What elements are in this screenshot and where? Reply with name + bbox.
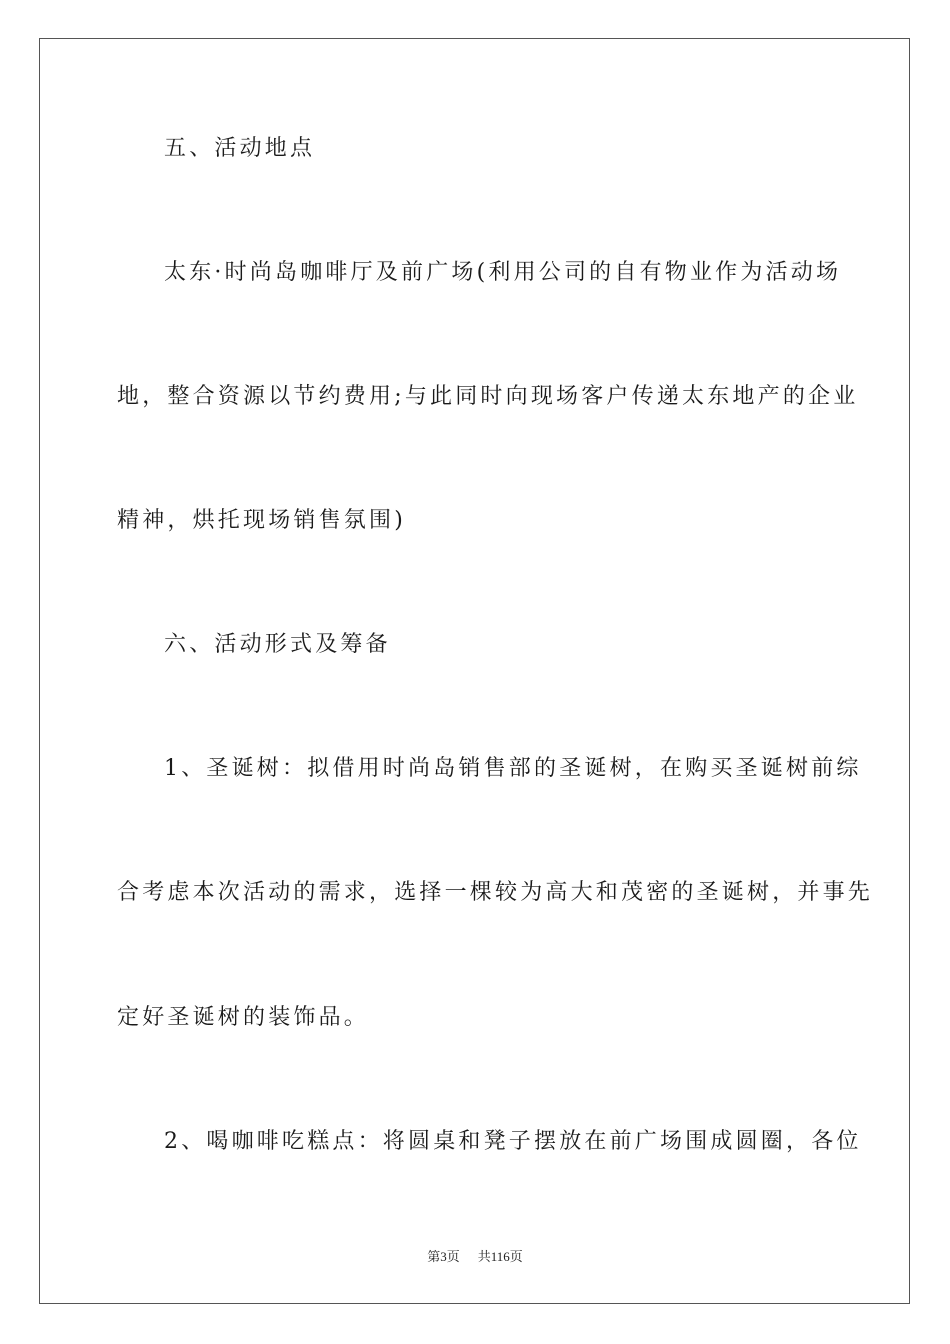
body-text-line: 定好圣诞树的装饰品。 <box>117 1005 370 1030</box>
body-text-line: 精神，烘托现场销售氛围) <box>117 508 406 533</box>
body-text-line: 合考虑本次活动的需求，选择一棵较为高大和茂密的圣诞树，并事先 <box>117 880 874 905</box>
body-text-line: 地，整合资源以节约费用;与此同时向现场客户传递太东地产的企业 <box>117 384 859 409</box>
section-heading-location: 五、活动地点 <box>164 136 316 161</box>
body-text-line: 太东·时尚岛咖啡厅及前广场(利用公司的自有物业作为活动场 <box>164 260 842 285</box>
body-text-line: 2、喝咖啡吃糕点：将圆桌和凳子摆放在前广场围成圆圈，各位 <box>164 1129 862 1154</box>
page-border <box>39 38 910 1304</box>
body-text-line: 1、圣诞树：拟借用时尚岛销售部的圣诞树，在购买圣诞树前综 <box>164 756 862 781</box>
total-pages: 共116页 <box>477 1249 523 1264</box>
page-number: 第3页 <box>427 1249 460 1264</box>
section-heading-format: 六、活动形式及筹备 <box>164 632 391 657</box>
page-footer <box>0 1248 950 1266</box>
